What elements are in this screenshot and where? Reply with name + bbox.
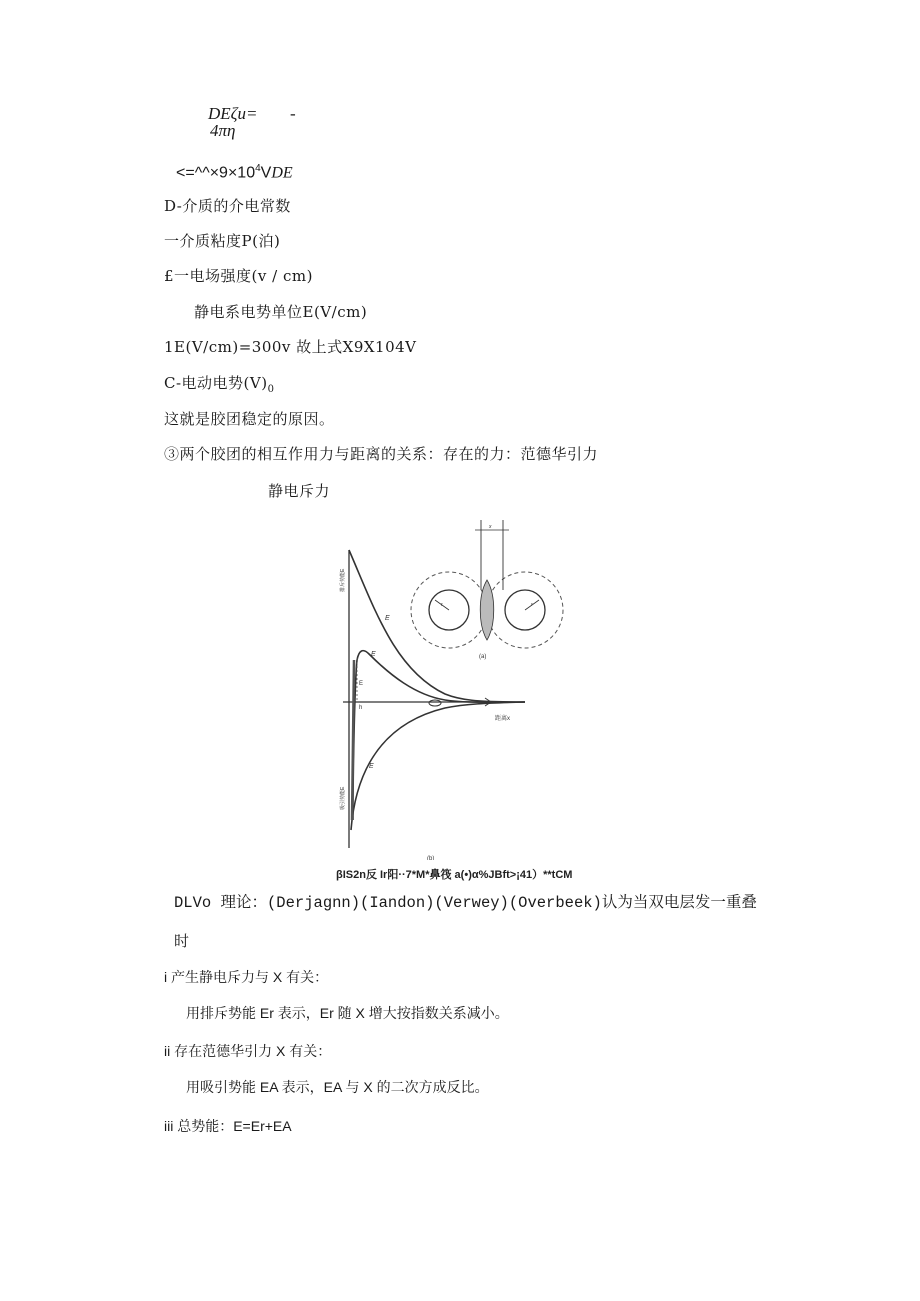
- figure-caption: βIS2n反 Ir阳··7*M*鼻筏 a(•)α%JBft>¡41）**tCM: [336, 869, 573, 881]
- inset-a-label: (a): [479, 654, 487, 660]
- definition-field: £一电场强度(v / cm): [164, 267, 313, 285]
- point-iii-heading: iii 总势能：E=Er+EA: [164, 1118, 292, 1134]
- point-i-body: 用排斥势能 Er 表示，Er 随 X 增大按指数关系减小。: [186, 1005, 509, 1021]
- dlvo-line1: DLVo 理论：(Derjagnn)(Iandon)(Verwey)(Overbeek)认为当双电层发一重叠: [174, 894, 757, 912]
- total-energy-curve: [353, 651, 525, 820]
- definition-viscosity: 一介质粘度P(泊): [164, 232, 281, 250]
- formula-rhs: -: [290, 104, 296, 123]
- right-radius-label: r: [531, 602, 533, 608]
- formula-line2-v: V: [260, 164, 272, 182]
- e-curve-label: E: [371, 651, 376, 658]
- potential-energy-svg: [335, 520, 595, 860]
- figure-b-label: (b): [427, 856, 435, 860]
- stability-reason: 这就是胶团稳定的原因。: [164, 410, 335, 428]
- er-curve-label: E: [385, 615, 390, 622]
- formula-line2-prefix: <=^^×9×10: [176, 164, 256, 182]
- convergence-loop: [429, 700, 441, 706]
- potential-energy-figure: [335, 520, 595, 860]
- definition-unit: 静电系电势单位E(V/cm): [194, 303, 368, 321]
- definition-d: D-介质的介电常数: [164, 197, 291, 215]
- definition-zeta-text: C-电动电势(V): [164, 374, 268, 392]
- dlvo-line2: 时: [174, 932, 190, 950]
- y-bottom-label: 吸引势能E: [340, 786, 346, 810]
- point-ii-body: 用吸引势能 EA 表示，EA 与 X 的二次方成反比。: [186, 1079, 489, 1095]
- overlap-region: [480, 580, 494, 640]
- formula-line2-de: DE: [271, 164, 293, 182]
- definition-conversion: 1E(V/cm)=300v 故上式X9X104V: [164, 338, 417, 356]
- forces-heading: ③两个胶团的相互作用力与距离的关系：存在的力：范德华引力: [164, 445, 599, 463]
- formula-line2: [176, 163, 293, 183]
- formula-line2-sup: 4: [255, 163, 261, 174]
- h-label: h: [359, 705, 363, 711]
- separation-x-label: x: [489, 524, 492, 530]
- x-axis-label: 距离x: [495, 716, 511, 722]
- formula-lhs: DEζu=: [208, 104, 258, 123]
- definition-zeta-sub: 0: [267, 384, 275, 395]
- ea-curve-label: E: [369, 763, 374, 770]
- emax-label: E: [359, 681, 364, 687]
- electrostatic-repulsion-label: 静电斥力: [268, 482, 331, 500]
- particle-diagram: [411, 520, 563, 660]
- definition-zeta: [164, 374, 274, 396]
- left-radius-label: r: [441, 602, 443, 608]
- formula-denominator: 4πη: [210, 121, 236, 140]
- y-top-label: 排斥势能E: [340, 568, 346, 592]
- point-i-heading: i 产生静电斥力与 X 有关：: [164, 969, 329, 985]
- point-ii-heading: ii 存在范德华引力 X 有关：: [164, 1043, 332, 1059]
